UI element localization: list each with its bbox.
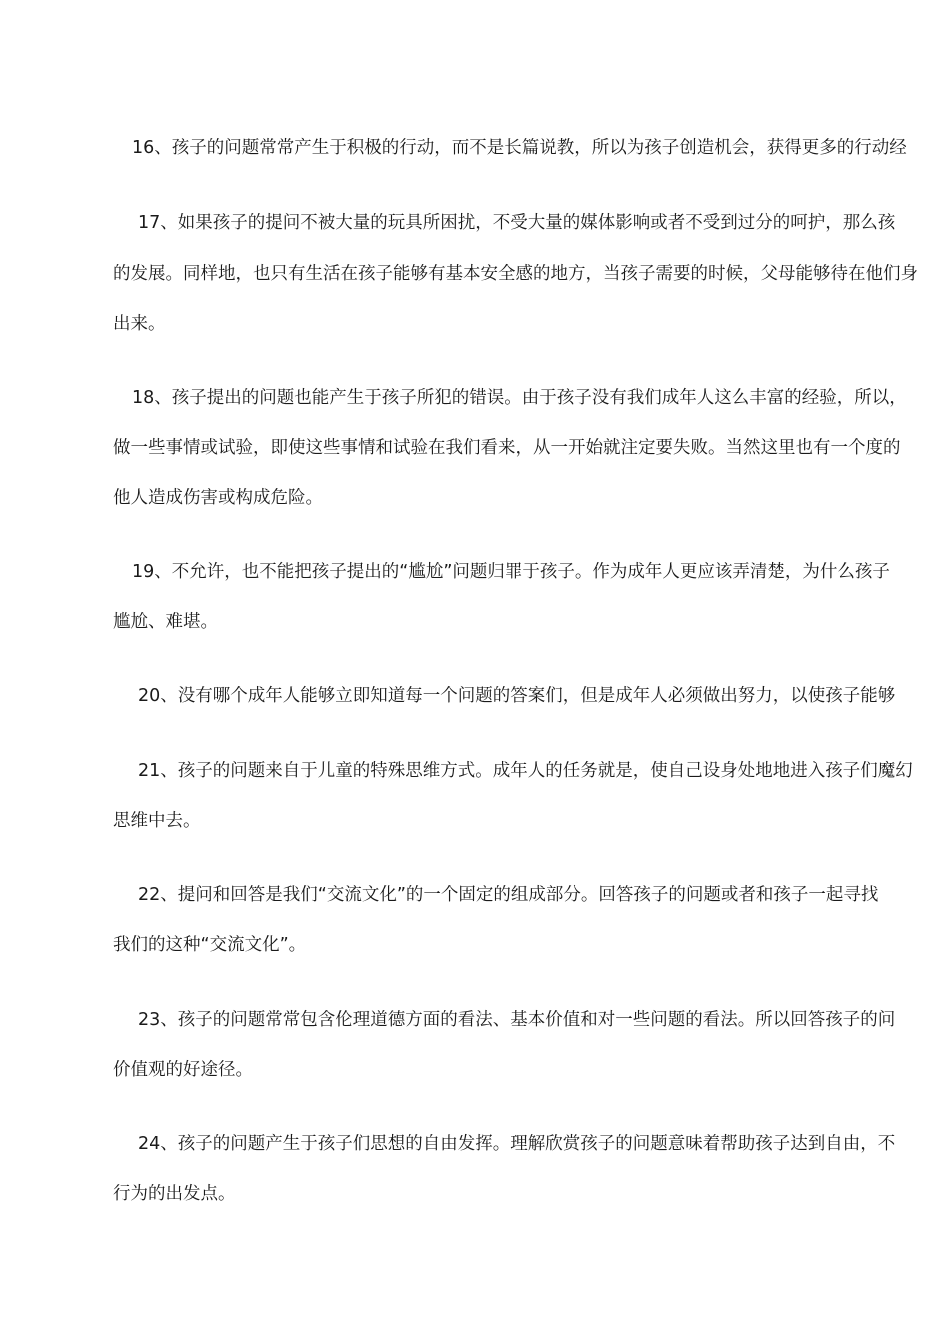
paragraph-18-line-3: 他人造成伤害或构成危险。 xyxy=(113,488,323,508)
paragraph-24-line-2: 行为的出发点。 xyxy=(113,1184,236,1204)
paragraph-21-line-1: 21、孩子的问题来自于儿童的特殊思维方式。成年人的任务就是，使自己设身处地地进入孩子们魔幻 xyxy=(138,761,913,781)
paragraph-23-line-2: 价值观的好途径。 xyxy=(113,1060,253,1080)
paragraph-18-line-2: 做一些事情或试验，即使这些事情和试验在我们看来，从一开始就注定要失败。当然这里也有一个度的 xyxy=(113,438,901,458)
paragraph-19-line-2: 尴尬、难堪。 xyxy=(113,612,218,632)
paragraph-22-line-2: 我们的这种“交流文化”。 xyxy=(113,935,307,955)
paragraph-23-line-1: 23、孩子的问题常常包含伦理道德方面的看法、基本价值和对一些问题的看法。所以回答孩子的问 xyxy=(138,1010,896,1030)
paragraph-19-line-1: 19、不允许，也不能把孩子提出的“尴尬”问题归罪于孩子。作为成年人更应该弄清楚，为什么孩子 xyxy=(132,562,890,582)
paragraph-22-line-1: 22、提问和回答是我们“交流文化”的一个固定的组成部分。回答孩子的问题或者和孩子一起寻找 xyxy=(138,885,879,905)
paragraph-21-line-2: 思维中去。 xyxy=(113,811,201,831)
paragraph-17-line-3: 出来。 xyxy=(113,314,166,334)
paragraph-24-line-1: 24、孩子的问题产生于孩子们思想的自由发挥。理解欣赏孩子的问题意味着帮助孩子达到自由，不 xyxy=(138,1134,896,1154)
paragraph-17-line-2: 的发展。同样地，也只有生活在孩子能够有基本安全感的地方，当孩子需要的时候，父母能够待在他们身 xyxy=(113,264,918,284)
paragraph-20-line-1: 20、没有哪个成年人能够立即知道每一个问题的答案们，但是成年人必须做出努力，以使孩子能够 xyxy=(138,686,896,706)
paragraph-17-line-1: 17、如果孩子的提问不被大量的玩具所困扰，不受大量的媒体影响或者不受到过分的呵护，那么孩 xyxy=(138,213,896,233)
paragraph-18-line-1: 18、孩子提出的问题也能产生于孩子所犯的错误。由于孩子没有我们成年人这么丰富的经验，所以， xyxy=(132,388,907,408)
paragraph-16-line-1: 16、孩子的问题常常产生于积极的行动，而不是长篇说教，所以为孩子创造机会，获得更多的行动经 xyxy=(132,138,907,158)
